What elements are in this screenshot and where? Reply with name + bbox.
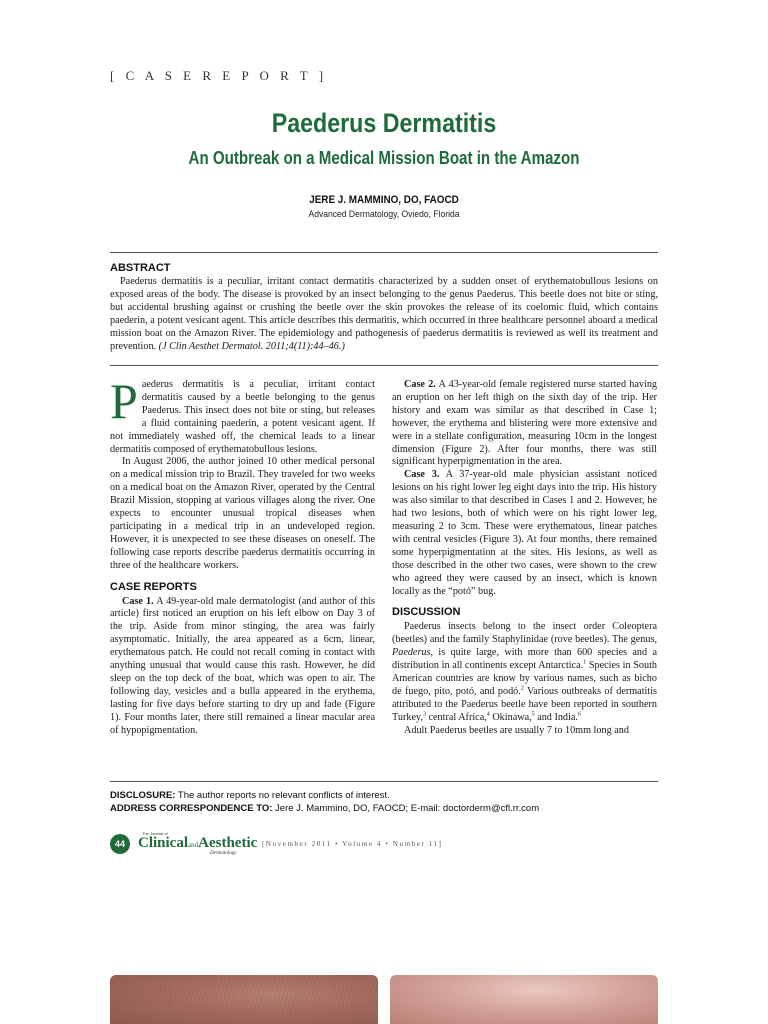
disclosure-block xyxy=(110,789,658,815)
ref-6: 6 xyxy=(577,711,581,718)
journal-name-1: Clinical xyxy=(138,835,189,851)
disc1-a: Paederus insects belong to the insect order Coleoptera (beetles) and the family Staphylinidae (rove beetles). The genus, xyxy=(392,621,657,646)
journal-logo-top: The Journal of xyxy=(142,831,168,836)
case3-paragraph xyxy=(392,469,657,598)
case1-paragraph xyxy=(110,596,375,738)
case2-text: A 43-year-old female registered nurse started having an eruption on her left thigh on the sixth day of the trip. Her history and exam was similar as that described in Case 1; however, the erythema and blistering were more extensive and were in a stellate configuration, measuring 10cm in the longest dimension (Figure 2). After four months, there was still significant hyperpigmentation in the area. xyxy=(392,379,658,468)
case2-paragraph xyxy=(392,379,657,469)
author-name: JERE J. MAMMINO, DO, FAOCD xyxy=(309,194,459,206)
case3-text: A 37-year-old male physician assistant noticed lesions on his right lower leg eight days into the trip. His history was also similar to that described in Cases 1 and 2. However, he had two lesions, both of which were on his right lower leg, measuring 2 to 3cm. These were erythematous, linear patches with central vesicles (Figure 3). At four months, there remained some hyperpigmentation at the sites. His lesions, as well as those described in the other two cases, were shown to the crew who agreed they were caused by an insect, which is known locally as the “potó” bug. xyxy=(392,469,658,597)
discussion-paragraph-1 xyxy=(392,621,657,724)
intro-text-1: aederus dermatitis is a peculiar, irritant contact dermatitis caused by a beetle belonging to the genus Paederus. This insect does not bite or sting, but releases a fluid containing paederin, a potent vesicant agent. If not immediately washed off, the chemical leads to a linear dermatitis composed of erythematobullous lesions. xyxy=(110,379,375,455)
address-label: ADDRESS CORRESPONDENCE TO: xyxy=(110,803,273,814)
case3-label: Case 3. xyxy=(404,469,440,481)
journal-logo-main xyxy=(138,835,257,852)
figure-1-photo xyxy=(110,975,378,1024)
discussion-heading: DISCUSSION xyxy=(392,606,461,619)
case1-text: A 49-year-old male dermatologist (and author of this article) first noticed an eruption on his left elbow on Day 3 of the trip. Aside from minor stinging, the area was fairly asymptomatic. Initially, the area appeared as a 6cm, linear, erythematous patch. He could not recall coming in contact with anything unusual that would cause this rash. However, he did sleep on the top deck of the boat, which was open to air. The following day, vesicles and a bulla appeared in the erythema, lasting for five days before starting to dry up and fade (Figure 1). Four months later, there still remained a linear macular area of hypopigmentation. xyxy=(110,595,376,736)
journal-name-2: Aesthetic xyxy=(198,835,258,851)
journal-logo-sub: Dermatology xyxy=(210,851,237,856)
disclosure-line xyxy=(110,789,658,802)
divider-top xyxy=(110,252,658,253)
divider-bottom xyxy=(110,781,658,782)
disc1-genus: Paederus xyxy=(392,647,431,659)
abstract-body xyxy=(110,276,658,353)
abstract-heading: ABSTRACT xyxy=(110,262,171,274)
right-column xyxy=(392,379,657,737)
disc1-g: and India. xyxy=(534,711,578,723)
article-title: Paederus Dermatitis xyxy=(271,108,497,138)
ref-1: 1 xyxy=(583,659,587,666)
figure-2-photo xyxy=(390,975,658,1024)
ref-2: 2 xyxy=(520,685,524,692)
ref-3: 3 xyxy=(422,711,426,718)
dropcap-letter: P xyxy=(110,373,138,429)
case2-label: Case 2. xyxy=(404,379,436,390)
divider-abstract xyxy=(110,365,658,366)
case1-label: Case 1. xyxy=(122,595,154,607)
section-tag: [ C A S E R E P O R T ] xyxy=(110,68,328,83)
journal-logo xyxy=(138,832,268,858)
ref-5: 5 xyxy=(531,711,535,718)
page-footer xyxy=(110,832,658,860)
discussion-paragraph-2: Adult Paederus beetles are usually 7 to 10mm long and xyxy=(404,724,629,736)
disc1-e: central Africa, xyxy=(425,711,487,723)
left-column xyxy=(110,373,376,737)
page-number: 44 xyxy=(110,834,130,854)
intro-paragraph-2: In August 2006, the author joined 10 other medical personal on a medical mission trip to Brazil. They traveled for two weeks on a medical boat on the Amazon River, operated by the Central Brazil Mission, stopping at various villages along the river. One expects to encounter unusual tropical diseases when participating in a medical trip in an undeveloped region. However, it is unexpected to see these diseases on oneself. The following case reports describe paederus dermatitis occurring in three of the healthcare workers. xyxy=(110,456,375,571)
address-line xyxy=(110,802,658,815)
disclosure-label: DISCLOSURE: xyxy=(110,790,176,801)
abstract-citation: (J Clin Aesthet Dermatol. 2011;4(11):44–46.) xyxy=(158,340,345,352)
journal-amp: and xyxy=(188,841,199,849)
address-text: Jere J. Mammino, DO, FAOCD; E-mail: doctorderm@cfl.rr.com xyxy=(272,803,540,814)
author-affiliation: Advanced Dermatology, Oviedo, Florida xyxy=(308,209,460,220)
disc1-d: Various outbreaks of dermatitis attributed to the Paederus beetle have been reported in southern Turkey, xyxy=(392,685,657,723)
case-reports-heading: CASE REPORTS xyxy=(110,580,197,593)
intro-paragraph xyxy=(110,373,375,456)
disc1-b: , is quite large, with more than 600 species and a distribution in all continents except Antarctica. xyxy=(392,647,657,672)
article-subtitle: An Outbreak on a Medical Mission Boat in the Amazon xyxy=(188,148,580,168)
ref-4: 4 xyxy=(486,711,490,718)
disclosure-text: The author reports no relevant conflicts of interest. xyxy=(175,790,390,801)
disc1-f: Okinawa, xyxy=(489,711,532,723)
abstract-text: Paederus dermatitis is a peculiar, irritant contact dermatitis characterized by a sudden onset of erythematobullous lesions on exposed areas of the body. The disease is provoked by an insect belonging to the genus Paederus. This beetle does not bite or sting, but accidental brushing against or crushing the beetle over the skin provokes the release of its coelomic fluid, which contains paederin, a potent vesicant agent. This article describes this dermatitis, which occurred in three healthcare personnel aboard a medical mission boat on the Amazon River. The epidemiology and pathogenesis of paederus dermatitis is reviewed as well its treatment and prevention. xyxy=(110,276,658,352)
disc1-c: Species in South American countries are know by various names, such as bicho de fuego, pito, potó, and podó. xyxy=(392,660,657,697)
issue-info: [November 2011 • Volume 4 • Number 11] xyxy=(262,840,443,848)
